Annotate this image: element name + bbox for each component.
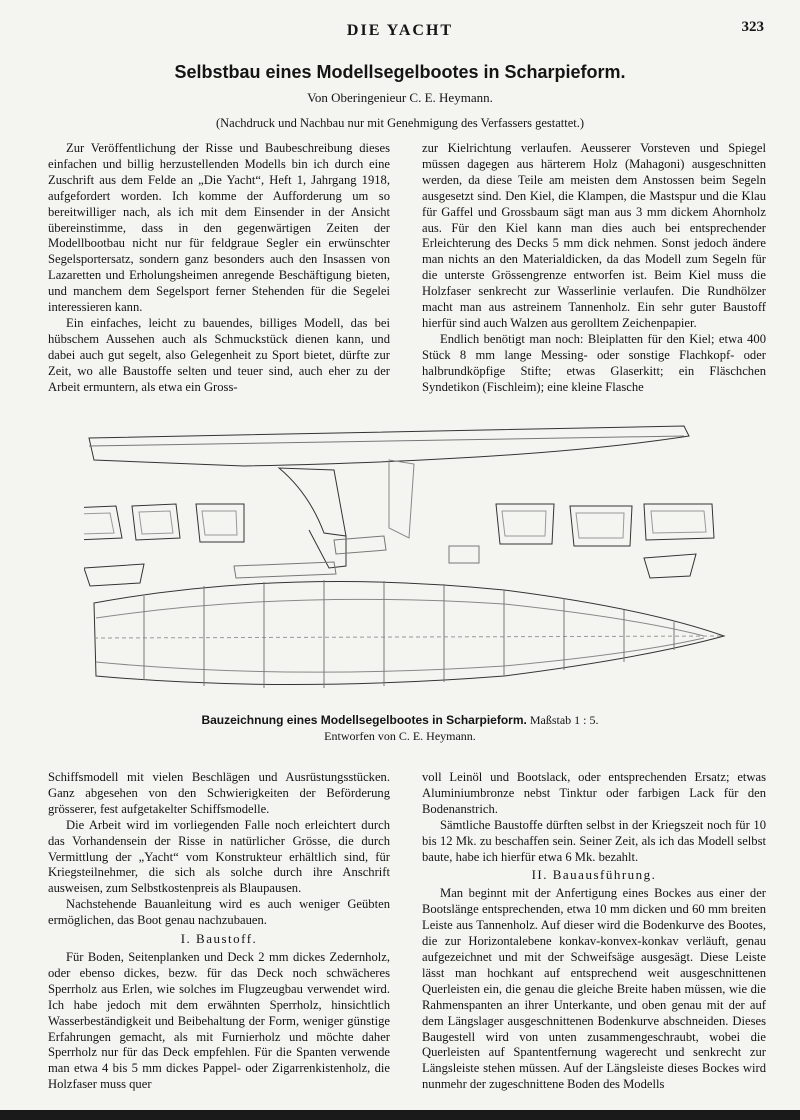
paragraph: Ein einfaches, leicht zu bauendes, billiges Modell, das bei hübschem Aussehen auch als Schmuckstück dienen kann, und dabei auch gut segelt, also Gelegenheit zu Sport bietet, dürfte zur Zeit, wo alle Baustoffe selten und teuer sind, auch eher zu der Arbeit ermuntern, als etwa ein Gross- [48, 315, 390, 394]
boat-construction-drawing [84, 418, 774, 703]
paragraph: zur Kielrichtung verlaufen. Aeusserer Vorsteven und Spiegel müssen dagegen aus härterem Holz (Mahagoni) ausgeschnitten werden, da diese Teile am meisten dem Anstossen beim Segeln ausgesetzt sind. Den Kiel, die Klampen, die Mastspur und die Klau für Gaffel und Grossbaum sägt man aus 3 mm dickem Ahornholz aus. Für den Kiel kann man dies auch bei entsprechender Erleichterung des Decks 5 mm dick nehmen. Sonst jedoch ändere man nichts an den Materialdicken, da das Modell zum Segeln für die unterste Grössengrenze entworfen ist. Beim Kiel muss die Holzfaser senkrecht zur Wasserlinie verlaufen. Die Rundhölzer macht man aus astreinem Tannenholz. Ein sehr guter Baustoff hierfür sind auch Walzen aus gerolltem Zeichenpapier. [422, 141, 766, 330]
paragraph: voll Leinöl und Bootslack, oder entsprechenden Ersatz; etwas Aluminiumbronze nebst Tinktur oder farbigen Lack für den Bodenanstrich. [422, 770, 766, 816]
paragraph: Für Boden, Seitenplanken und Deck 2 mm dickes Zedernholz, oder ebenso dickes, bezw. für das Deck noch schwächeres Sperrholz aus Erlen, wie solches im Flugzeugbau verwendet wird. Ich habe jedoch mit dem erwähnten Sperrholz, hinsichtlich Wasserbeständigkeit und Beibehaltung der Form, weniger günstige Erfahrungen gemacht, als mit Furnierholz und möchte daher Sperrholz nur für das Deck empfehlen. Für die Spanten verwende man etwa 4 bis 5 mm dickes Pappel- oder Zigarrenkistenholz, die Holzfaser muss quer [48, 949, 390, 1092]
paragraph: Sämtliche Baustoffe dürften selbst in der Kriegszeit noch für 10 bis 12 Mk. zu beschaffen sein. Seiner Zeit, als ich das Modell selbst baute, habe ich hierfür etwa 6 Mk. bezahlt. [422, 817, 766, 864]
text-column-top-right [422, 141, 766, 396]
keel-outline [279, 468, 346, 536]
article-title: Selbstbau eines Modellsegelbootes in Scharpieform. [174, 62, 626, 82]
page-number: 323 [741, 19, 764, 35]
paragraph: Zur Veröffentlichung der Risse und Baubeschreibung dieses einfachen und billig herzustellenden Modells bin ich durch eine Zuschrift aus dem Felde an „Die Yacht“, Heft 1, Jahrgang 1918, aufgefordert worden. Ich komme der Aufforderung um so bereitwilliger nach, als ich mit dem Einsender in der Ansicht übereinstimme, dass in den gegenwärtigen Zeiten der Modellbootbau nicht nur für feldgraue Segler ein erwünschter Segelsportersatz, sondern ganz besonders auch den Insassen von Lazaretten und Erholungsheimen anregende Beschäftigung bieten, und manchem dem Segelsport ferner Stehenden für die Segelei interessieren kann. [48, 141, 390, 315]
text-column-top-left [48, 141, 390, 396]
reprint-note: (Nachdruck und Nachbau nur mit Genehmigung des Verfassers gestattet.) [215, 116, 585, 130]
paragraph: Schiffsmodell mit vielen Beschlägen und Ausrüstungsstücken. Ganz abgesehen von den Schwierigkeiten der Beförderung grösserer, fest aufgetakelter Schiffsmodelle. [48, 770, 390, 816]
scan-bottom-edge [0, 1110, 800, 1120]
paragraph: Die Arbeit wird im vorliegenden Falle noch erleichtert durch das Vorhandensein der Risse in natürlicher Grösse, die durch Vermittlung der „Yacht“ vom Konstrukteur erhältlich sind, für Kriegsteilnehmer, die sich als solche durch ihre Anschrift ausweisen, zum Selbstkostenpreis als Blaupausen. [48, 817, 390, 896]
frame-outline [132, 504, 180, 540]
frame-outline [570, 506, 632, 546]
paragraph: Man beginnt mit der Anfertigung eines Bockes aus einer der Bootslänge entsprechenden, etwa 10 mm dicken und 60 mm breiten Leiste aus Tannenholz. Auf dieser wird die Bodenkurve des Bootes, die zur Horizontalebene konkav-konvex-konkav verläuft, genau aufgezeichnet und mit der Schweifsäge ausgesägt. Diese Leiste lässt man hochkant auf entsprechend weit ausgeschnittenen Querleisten ein, die genau die gleiche Breite haben müssen, wie die Rahmenspanten an ihrer Unterkante, und oben genau mit der auf dem Längslager ausgeschnittenen Bodenkurve abschneiden. Dieses Baugestell wird von unten zusammengeschraubt, wobei die Querleisten auf Spantentfernung wagerecht und senkrecht zur Längsleiste stehen müssen. Auf der Längsleiste dieses Bockes wird nunmehr der zugeschnittene Boden des Modells [422, 886, 766, 1092]
figure-caption [0, 712, 800, 744]
byline: Von Oberingenieur C. E. Heymann. [307, 90, 493, 105]
caption-author: Entworfen von C. E. Heymann. [324, 729, 476, 743]
section-heading: I. Baustoff. [180, 931, 258, 947]
frame-outline [84, 506, 122, 540]
caption-scale: Maßstab 1 : 5. [529, 713, 599, 727]
section-heading: II. Bauausführung. [531, 867, 657, 883]
text-column-bottom-left [48, 770, 390, 1093]
magazine-header: DIE YACHT [346, 22, 454, 39]
paragraph: Endlich benötigt man noch: Bleiplatten für den Kiel; etwa 400 Stück 8 mm lange Messing- oder sonstige Flachkopf- oder halbrundköpfige Stifte; etwas Glaserkitt; ein Fläschchen Syndetikon (Fischleim); eine kleine Flasche [422, 331, 766, 394]
caption-title: Bauzeichnung eines Modellsegelbootes in Scharpieform. [201, 713, 527, 727]
text-column-bottom-right [422, 770, 766, 1093]
paragraph: Nachstehende Bauanleitung wird es auch weniger Geübten ermöglichen, das Boot genau nachzubauen. [48, 897, 390, 928]
frame-outline [644, 504, 714, 540]
